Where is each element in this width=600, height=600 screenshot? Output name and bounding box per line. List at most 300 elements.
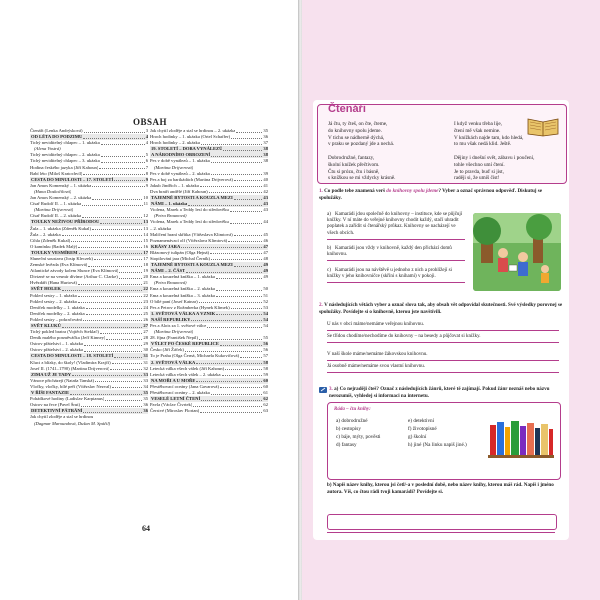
bookshelf-icon <box>486 417 556 459</box>
poem-line: V tichu se nádherně dýchá, <box>328 134 385 141</box>
toc-entry-title: Vločky, vločky, bílé peří (Vítězslav Nezval) <box>30 383 111 389</box>
toc-entry-page: 48 <box>263 255 268 261</box>
toc-entry-title: Deníček modelky – 2. ukázka <box>30 310 85 316</box>
toc-entry-title: – 2. ukázka <box>150 225 172 231</box>
toc-entry-page: 41 <box>263 182 268 188</box>
toc-entry-page: 28 <box>143 335 148 341</box>
toc-entry-page: 43 <box>263 195 268 201</box>
toc-entry[interactable] <box>150 408 268 414</box>
toc-leader <box>216 286 262 291</box>
toc-entry-page: 47 <box>263 249 268 255</box>
toc-entry-page: 17 <box>143 249 148 255</box>
toc-entry-page: 17 <box>143 255 148 261</box>
toc-entry-page: 52 <box>263 298 268 304</box>
children-reading-photo <box>473 213 561 291</box>
toc-entry-page: 15 <box>143 237 148 243</box>
toc-entry-title: Hroch hodinky – 1. ukázka (Ortel Schaffer) <box>150 134 231 140</box>
toc-leader <box>92 195 142 200</box>
toc-leader <box>101 140 145 145</box>
toc-entry-title: CESTA DO MINULOSTI – 18. STOLETÍ <box>31 353 114 359</box>
toc-leader <box>188 201 262 206</box>
toc-entry-title: Letecká válka všech válek – 2. ukázka <box>150 371 221 377</box>
toc-entry-page: 56 <box>263 347 268 353</box>
toc-entry-title: Jak chytil zloděje a stal se hrdinou <box>30 414 94 420</box>
option-text: Kamarádi jdou společně do knihovny – instituce, kde se půjčují knížky. V ní máte do veřejné knihovny chodit každý, stačí uhradit poplatek a zařídit si čtenářský průkaz. Knihovny se nacházejí ve všech obcích. <box>327 212 463 236</box>
toc-entry-title: (Martina Drijverová) <box>154 164 194 170</box>
toc-entry-page: 4 <box>145 134 148 140</box>
toc-entry-title: O bílé paní (Josef Kainar) <box>150 298 198 304</box>
toc-entry-page: 22 <box>143 292 148 298</box>
toc-entry-page: 59 <box>263 371 268 377</box>
toc-entry-page: 7 <box>145 164 148 170</box>
toc-entry-page: 55 <box>263 335 268 341</box>
toc-leader <box>84 341 142 346</box>
toc-entry-page: 50 <box>263 286 268 292</box>
toc-entry-title: Ema a kouzelná knížka – 3. ukázka <box>150 292 215 298</box>
toc-entry-page: 16 <box>143 243 148 249</box>
toc-entry-page: 21 <box>143 280 148 286</box>
exercise-card <box>313 100 569 540</box>
toc-entry-title: (Martina Drijverová) <box>34 207 74 213</box>
toc-leader <box>82 201 142 206</box>
toc-entry-page: 30 <box>143 347 148 353</box>
toc-entry-title: Deníček modelky – 1. ukázka <box>30 304 85 310</box>
toc-entry-title: 19. STOLETÍ – DOBA VYNÁLEZŮ <box>151 146 223 152</box>
toc-entry-page: 54 <box>263 316 268 322</box>
toc-leader <box>119 268 142 273</box>
toc-entry-page: 43 <box>263 207 268 213</box>
toc-entry-title: Blázonový tulipán (Olga Hejná) <box>150 249 210 255</box>
toc-entry-page: 8 <box>145 170 148 176</box>
genre-option: a) dobrodružné <box>336 418 368 424</box>
toc-entry-title: Violena, Marek a Teddy lesí do středověku <box>150 219 229 225</box>
toc-leader <box>84 347 142 352</box>
toc-entry-page: 53 <box>263 304 268 310</box>
toc-leader <box>119 274 143 279</box>
toc-leader <box>207 323 262 328</box>
toc-entry-title: TOULKY VESMÍREM <box>31 249 78 255</box>
toc-leader <box>92 226 142 231</box>
toc-leader <box>225 366 262 371</box>
toc-leader <box>196 360 262 365</box>
toc-leader <box>211 152 262 157</box>
answer-line[interactable] <box>327 532 555 533</box>
toc-entry-page: 35 <box>143 396 148 402</box>
toc-entry-page: 12 <box>143 213 148 219</box>
toc-entry-page: 37 <box>263 140 268 146</box>
option-text: Kamarádi jsou na návštěvě u jednoho z nich a prohlížejí si knížky v jeho knihovničce (skříni s knihami) v pokoji. <box>327 268 452 280</box>
toc-entry-page: 11 <box>143 201 148 207</box>
toc-entry-page: 63 <box>263 408 268 414</box>
sentence-choice[interactable]: Já osobně máme/nemáme svou vlastní knihovnu. <box>327 364 559 373</box>
toc-leader <box>200 183 263 188</box>
toc-leader <box>199 335 262 340</box>
toc-entry-page: 35 <box>263 128 268 133</box>
toc-leader <box>101 152 145 157</box>
toc-leader <box>234 195 263 200</box>
toc-leader <box>234 232 263 237</box>
task-2-text: V následujících větách vyber a označ slova tak, aby obsah vět odpovídal skutečnosti. Své výsledky porovnej se spolužáky. Povídejte si o knihovně, kterou jste navštívili. <box>319 302 563 315</box>
book-spine <box>298 0 302 600</box>
sentence-choice[interactable]: U nás v obci máme/nemáme veřejnou knihovnu. <box>327 322 559 331</box>
toc-entry-page: 24 <box>143 304 148 310</box>
task-1-highlight: do knihovny spolu jdeme <box>386 188 439 194</box>
toc-entry-title: Sluneční soustava (Josip Kleczek) <box>30 255 93 261</box>
toc-leader <box>70 390 142 395</box>
option-key: a) <box>327 212 331 217</box>
toc-entry-title: Tichý neviditelný chlapec – 1. ukázka <box>30 140 100 146</box>
toc-leader <box>211 158 263 163</box>
toc-leader <box>112 384 142 389</box>
toc-entry-title: Čtenáři (Lenka Andrýsková) <box>30 128 83 133</box>
toc-entry-title: Tichý neviditelný chlapec – 3. ukázka <box>30 158 100 164</box>
poem-banner <box>317 104 567 184</box>
poem-line: to mu však nedá klid. Ještě. <box>454 141 512 148</box>
toc-entry-title: Zemské hvězda (Eva Klímová) <box>30 262 88 268</box>
task-3-number: 3. <box>329 386 333 392</box>
toc-leader <box>223 146 262 151</box>
toc-entry-title: Hroch hodinky – 2. ukázka <box>150 140 200 146</box>
toc-entry-title: Jakub Jindřich – 1. ukázka <box>150 182 199 188</box>
toc-leader <box>110 366 142 371</box>
toc-entry-page: 31 <box>143 359 148 365</box>
poem-line <box>328 148 443 155</box>
toc-entry-page: 23 <box>143 298 148 304</box>
toc-entry-title: OD LÉTA DO PODZIMU <box>31 134 83 140</box>
poem-line: Já čtu, ty čteš, on čte, čteme, <box>328 121 388 127</box>
toc-entry-title: Žula – 1. ukázka (Zdeněk Kukal) <box>30 225 91 231</box>
toc-leader <box>211 171 263 176</box>
toc-entry-title: (Alena Vostrá) <box>34 146 61 152</box>
toc-entry-title: Pokled sestry – 2. ukázka <box>30 298 77 304</box>
toc-entry-page: 49 <box>263 262 268 268</box>
toc-leader <box>71 238 142 243</box>
option-key: b) <box>327 246 332 251</box>
toc-entry-title: Poznamenávací olf (Vítězslava Klimtová) <box>150 237 228 243</box>
toc-entry-title: Ostrov přátelství – 1. ukázka <box>30 341 83 347</box>
toc-entry-title: Jak chytil zloděje a stal se hrdinou – 2. ukázka <box>150 128 236 133</box>
toc-leader <box>234 177 262 182</box>
toc-leader <box>78 293 143 298</box>
toc-entry-page: 29 <box>143 341 148 347</box>
poem-line: Je to pravda, buď si jist, <box>454 168 504 175</box>
toc-entry-title: Pes v době vynálezů – 2. ukázka <box>150 170 210 176</box>
option-key: c) <box>327 268 331 273</box>
toc-entry[interactable] <box>30 421 148 427</box>
toc-entry-title: (Petra Braunová) <box>154 213 187 219</box>
poem-line: raději si, že umíš číst! <box>454 175 500 182</box>
toc-entry-page: 4 <box>145 140 148 146</box>
toc-entry-title: Violena, Marek a Teddy lesí do středověku <box>150 207 229 213</box>
toc-entry-title: Pes v době vynálezů – 1. ukázka <box>150 158 210 164</box>
toc-entry-title: Čerstvé (Miroslav Florian) <box>150 408 200 414</box>
toc-entry-title: NA MOŘI A U MOŘE <box>151 377 196 383</box>
toc-entry-title: O kamínku (Radek Malý) <box>30 243 78 249</box>
toc-entry-title: Malíčení hraní skřítka (Vítězslava Klimtová) <box>150 231 233 237</box>
toc-entry-title: VÝLET PO ČESKÉ REPUBLICE <box>151 341 219 347</box>
toc-leader <box>211 390 263 395</box>
toc-entry-page: 10 <box>143 195 148 201</box>
task-1 <box>319 188 563 201</box>
toc-entry-title: Žula – 2. ukázka <box>30 231 61 237</box>
toc-entry-page: 18 <box>143 262 148 268</box>
toc-entry-title: (Petra Braunová) <box>154 280 187 286</box>
toc-entry-title: DETEKTIVNÍ PÁTRÁNÍ <box>31 408 83 414</box>
toc-entry-title: Deník malého posměváčka (Jeff Kinney) <box>30 335 106 341</box>
sentence-choice[interactable]: V naší škole máme/nemáme žákovskou knihovnu. <box>327 352 559 361</box>
toc-entry-title: Hvězdáři (Hana Hurtová) <box>30 280 77 286</box>
poem-line: s knížkou se mi vždycky krásně. <box>328 175 396 182</box>
toc-entry-title: Pes a boj za barikádách (Martina Drijverová) <box>150 176 233 182</box>
toc-leader <box>88 262 142 267</box>
toc-leader <box>78 299 143 304</box>
toc-leader <box>78 244 142 249</box>
toc-leader <box>81 402 142 407</box>
task-2-number: 2. <box>319 302 323 308</box>
toc-entry-page: 35 <box>143 390 148 396</box>
toc-leader <box>201 396 262 401</box>
toc-entry-title: SVĚT HOLEK <box>31 286 61 292</box>
task-3 <box>329 386 563 399</box>
toc-leader <box>86 311 143 316</box>
toc-entry-title: 2. SVĚTOVÁ VÁLKA <box>151 359 196 365</box>
toc-entry-page: 49 <box>263 268 268 274</box>
answer-option[interactable] <box>327 268 465 283</box>
toc-leader <box>216 293 262 298</box>
toc-leader <box>86 305 143 310</box>
toc-entry-page: 57 <box>263 353 268 359</box>
toc-entry-page: 61 <box>263 390 268 396</box>
toc-entry-page: 3 <box>145 128 148 133</box>
toc-entry-page: 47 <box>263 243 268 249</box>
toc-entry-title: Letecká válka všech válek (Jiří Kahoun) <box>150 365 225 371</box>
task-4 <box>327 482 561 495</box>
toc-entry-title: ZIMA UŽ JE TADY <box>31 371 72 377</box>
toc-entry-page: 60 <box>263 377 268 383</box>
toc-entry-page: 6 <box>145 158 148 164</box>
toc-entry-title: VESELÉ LETNÍ ČTENÍ <box>151 396 201 402</box>
toc-leader <box>114 177 144 182</box>
toc-entry-page: 51 <box>263 292 268 298</box>
toc-leader <box>83 317 142 322</box>
toc-entry-page: 14 <box>143 231 148 237</box>
toc-entry-page: 32 <box>143 365 148 371</box>
task-3-text: a) Co nejraději čteš? Označ z následujících žánrů, které tě zajímají. Pokud žánr neznáš nebo názvu nerozumíš, vyhledej si informaci na internetu. <box>329 386 550 399</box>
answer-box[interactable] <box>327 514 557 530</box>
toc-entry-page: 62 <box>263 402 268 408</box>
toc-entry-title: Tichý neviditelný chlapec – 2. ukázka <box>30 152 100 158</box>
toc-entry-title: Josef II. (1741–1790) (Martina Drijverová) <box>30 365 110 371</box>
toc-column-2 <box>150 128 268 414</box>
toc-leader <box>191 317 262 322</box>
toc-entry-page: 5 <box>145 152 148 158</box>
genre-column-2 <box>408 417 467 449</box>
option-text: Kamarádi jsou vždy v knihovně, každý den přichází domů knihovnu. <box>327 246 452 258</box>
pencil-icon <box>319 387 327 393</box>
answer-option[interactable] <box>327 212 465 240</box>
toc-entry-title: TOULKY NEŽIVOU PŘÍRODOU <box>31 219 100 225</box>
toc-leader <box>82 213 142 218</box>
toc-leader <box>236 128 262 133</box>
toc-entry-title: Vánoce přicházejí (Nataša Tanská) <box>30 377 95 383</box>
toc-leader <box>196 378 262 383</box>
toc-entry-title: Pokled sestry – pokračování <box>30 316 82 322</box>
toc-leader <box>95 378 142 383</box>
genre-box-heading: Ráda – čtu knihy: <box>334 407 371 412</box>
toc-entry-page: 45 <box>263 231 268 237</box>
genre-option: b) cestopisy <box>336 426 361 432</box>
poem-line: Čtu si prózu, čtu i básně, <box>328 168 380 175</box>
toc-entry-title: Jan Amos Komenský – 1. ukázka <box>30 182 92 188</box>
toc-leader <box>234 262 263 267</box>
toc-leader <box>100 219 142 224</box>
toc-entry-page: 33 <box>143 371 148 377</box>
page-number-left: 64 <box>142 524 150 533</box>
toc-leader <box>62 232 143 237</box>
toc-entry-page: 9 <box>145 182 148 188</box>
genre-option: c) báje, mýty, pověsti <box>336 434 381 440</box>
poem-line: Dějiny i dnešní svět, zábavu i poučení, <box>454 154 535 161</box>
toc-entry-page: 31 <box>143 353 148 359</box>
toc-entry-page: 49 <box>263 274 268 280</box>
toc-entry-page: 13 <box>143 225 148 231</box>
toc-entry-title: CESTA DO MINULOSTI – 17. STOLETÍ <box>31 176 114 182</box>
toc-leader <box>100 329 143 334</box>
toc-entry-page: 36 <box>263 134 268 140</box>
genre-option: h) jiné (Na linku napiš jiné.) <box>408 442 467 448</box>
toc-leader <box>112 360 143 365</box>
toc-entry-title: Pokled sestry – 1. ukázka <box>30 292 77 298</box>
poem-line <box>454 148 566 155</box>
genre-option: d) fantasy <box>336 442 357 448</box>
toc-entry-page: 36 <box>143 402 148 408</box>
toc-entry-page: 27 <box>143 323 148 328</box>
toc-entry-page: 60 <box>263 383 268 389</box>
toc-entry-title: TAJEMNÉ BYTOSTI A KOUZLA MEZI <box>151 195 233 201</box>
toc-entry-title: Hodina českého jazyka (Jiří Kahoun) <box>30 164 99 170</box>
toc-entry-title: Pes a Petrov z Rožmberka (Hynek Klimek) <box>150 304 230 310</box>
poem-line: školní knížek přečtivom. <box>328 161 380 168</box>
answer-option[interactable] <box>327 246 465 261</box>
genre-option: e) detektivní <box>408 418 435 424</box>
poem-line: tohle všechno umí čtení. <box>454 161 505 168</box>
toc-entry-page: 13 <box>143 219 148 225</box>
toc-leader <box>83 134 144 139</box>
toc-entry-title: 1. SVĚTOVÁ VÁLKA A VZNIK <box>151 310 216 316</box>
toc-leader <box>186 268 262 273</box>
toc-entry-title: NÁMI – 2. ČÁST <box>151 268 186 274</box>
toc-leader <box>209 189 263 194</box>
toc-leader <box>114 353 142 358</box>
toc-entry-title: TAJEMNÉ BYTOSTI A KOUZLA MEZI <box>151 262 233 268</box>
toc-leader <box>216 311 262 316</box>
toc-entry-page: 62 <box>263 396 268 402</box>
toc-entry-title: NÁMI – 1. ukázka <box>151 201 188 207</box>
toc-leader <box>83 408 142 413</box>
toc-entry-page: 44 <box>263 219 268 225</box>
toc-leader <box>106 335 142 340</box>
toc-entry-title: Ostrov přátelství – 2. ukázka <box>30 347 83 353</box>
poem-column-1 <box>328 121 443 182</box>
poem-line: čtení mě však nemine. <box>454 127 501 134</box>
toc-entry-page: 54 <box>263 310 268 316</box>
toc-leader <box>92 183 144 188</box>
toc-entry-title: Ostrov na řece (Pavel Šrut) <box>30 402 81 408</box>
toc-leader <box>193 402 262 407</box>
sentence-choice[interactable]: Se třídou chodíme/nechodíme do knihovny – na besedy a půjčovat si knížky. <box>327 334 559 343</box>
toc-entry-title: 28. října (František Nepil) <box>150 335 198 341</box>
toc-leader <box>220 384 262 389</box>
toc-leader <box>230 219 263 224</box>
toc-entry-page: 36 <box>143 408 148 414</box>
toc-leader <box>181 244 262 249</box>
toc-entry-title: Česko (Jiří Žáček) <box>150 347 184 353</box>
toc-entry-page: 26 <box>143 316 148 322</box>
genre-box <box>327 402 561 480</box>
toc-leader <box>84 128 145 133</box>
toc-entry-title: Přestěhovací oceány (Jana Gavarová) <box>150 383 220 389</box>
genre-option: f) životopisné <box>408 426 437 432</box>
toc-leader <box>78 280 142 285</box>
toc-entry-title: Stopilování jara (Michal Černík) <box>150 255 211 261</box>
toc-leader <box>94 256 143 261</box>
toc-entry-title: Tichý pokled bratra (Vojtěch Steklač) <box>30 329 99 335</box>
toc-leader <box>105 396 142 401</box>
toc-entry-page: 25 <box>143 310 148 316</box>
toc-leader <box>228 238 262 243</box>
toc-leader <box>231 305 263 310</box>
toc-entry-title: Pohádkové hodiny (Ladislav Karpianus) <box>30 396 105 402</box>
toc-entry-page: 34 <box>143 383 148 389</box>
poem-line: do knihovny spolu jdeme. <box>328 127 382 134</box>
toc-entry-title: (Dagmar Maroundová, Dušan M. Spáčil) <box>34 420 111 426</box>
poem-line: v praku se pozdaný jde a nechá. <box>328 141 395 148</box>
toc-leader <box>83 171 144 176</box>
toc-entry-title: (Hana Doskočilová) <box>34 188 72 194</box>
toc-leader <box>230 207 263 212</box>
toc-entry-page: 40 <box>263 176 268 182</box>
toc-heading: OBSAH <box>132 117 167 127</box>
poem-line: I když venku třeba lije, <box>454 121 502 127</box>
toc-leader <box>72 372 142 377</box>
toc-entry-title: Jan Amos Komenský – 2. ukázka <box>30 195 92 201</box>
toc-leader <box>79 250 143 255</box>
toc-entry-title: Přestěhovací oceány – 2. ukázka <box>150 390 210 396</box>
toc-entry-page: 38 <box>263 152 268 158</box>
toc-entry-title: Pes a Alois za 1. světové válce <box>150 323 207 328</box>
toc-entry-title: KRÁSY JARA <box>151 243 181 249</box>
toc-leader <box>231 134 262 139</box>
toc-leader <box>240 353 262 358</box>
toc-entry-page: 46 <box>263 237 268 243</box>
open-book-icon <box>526 115 560 137</box>
toc-entry-title: Cihla (Zdeněk Kukal) <box>30 237 71 243</box>
toc-entry-title: Babí léto (Miloš Kratochvíl) <box>30 170 83 176</box>
task-1-text-b: ? Vyber a označ správnou odpověď. Diskutuj se spolužáky. <box>319 188 542 201</box>
toc-entry-page: 58 <box>263 359 268 365</box>
poem-title: Čtenáři <box>328 103 366 115</box>
toc-entry-title: Císař Rudolf II. – 2. ukázka <box>30 213 82 219</box>
toc-leader <box>62 286 142 291</box>
toc-entry-page: 19 <box>143 268 148 274</box>
toc-leader <box>210 250 262 255</box>
toc-column-1 <box>30 128 148 427</box>
toc-entry-title: NAŠÍ REPUBLIKY <box>151 316 191 322</box>
toc-entry-page: 22 <box>143 286 148 292</box>
poem-line: Dobrodružné, fantazy, <box>328 154 375 161</box>
toc-entry-page: 42 <box>263 188 268 194</box>
toc-entry-page: 43 <box>263 201 268 207</box>
